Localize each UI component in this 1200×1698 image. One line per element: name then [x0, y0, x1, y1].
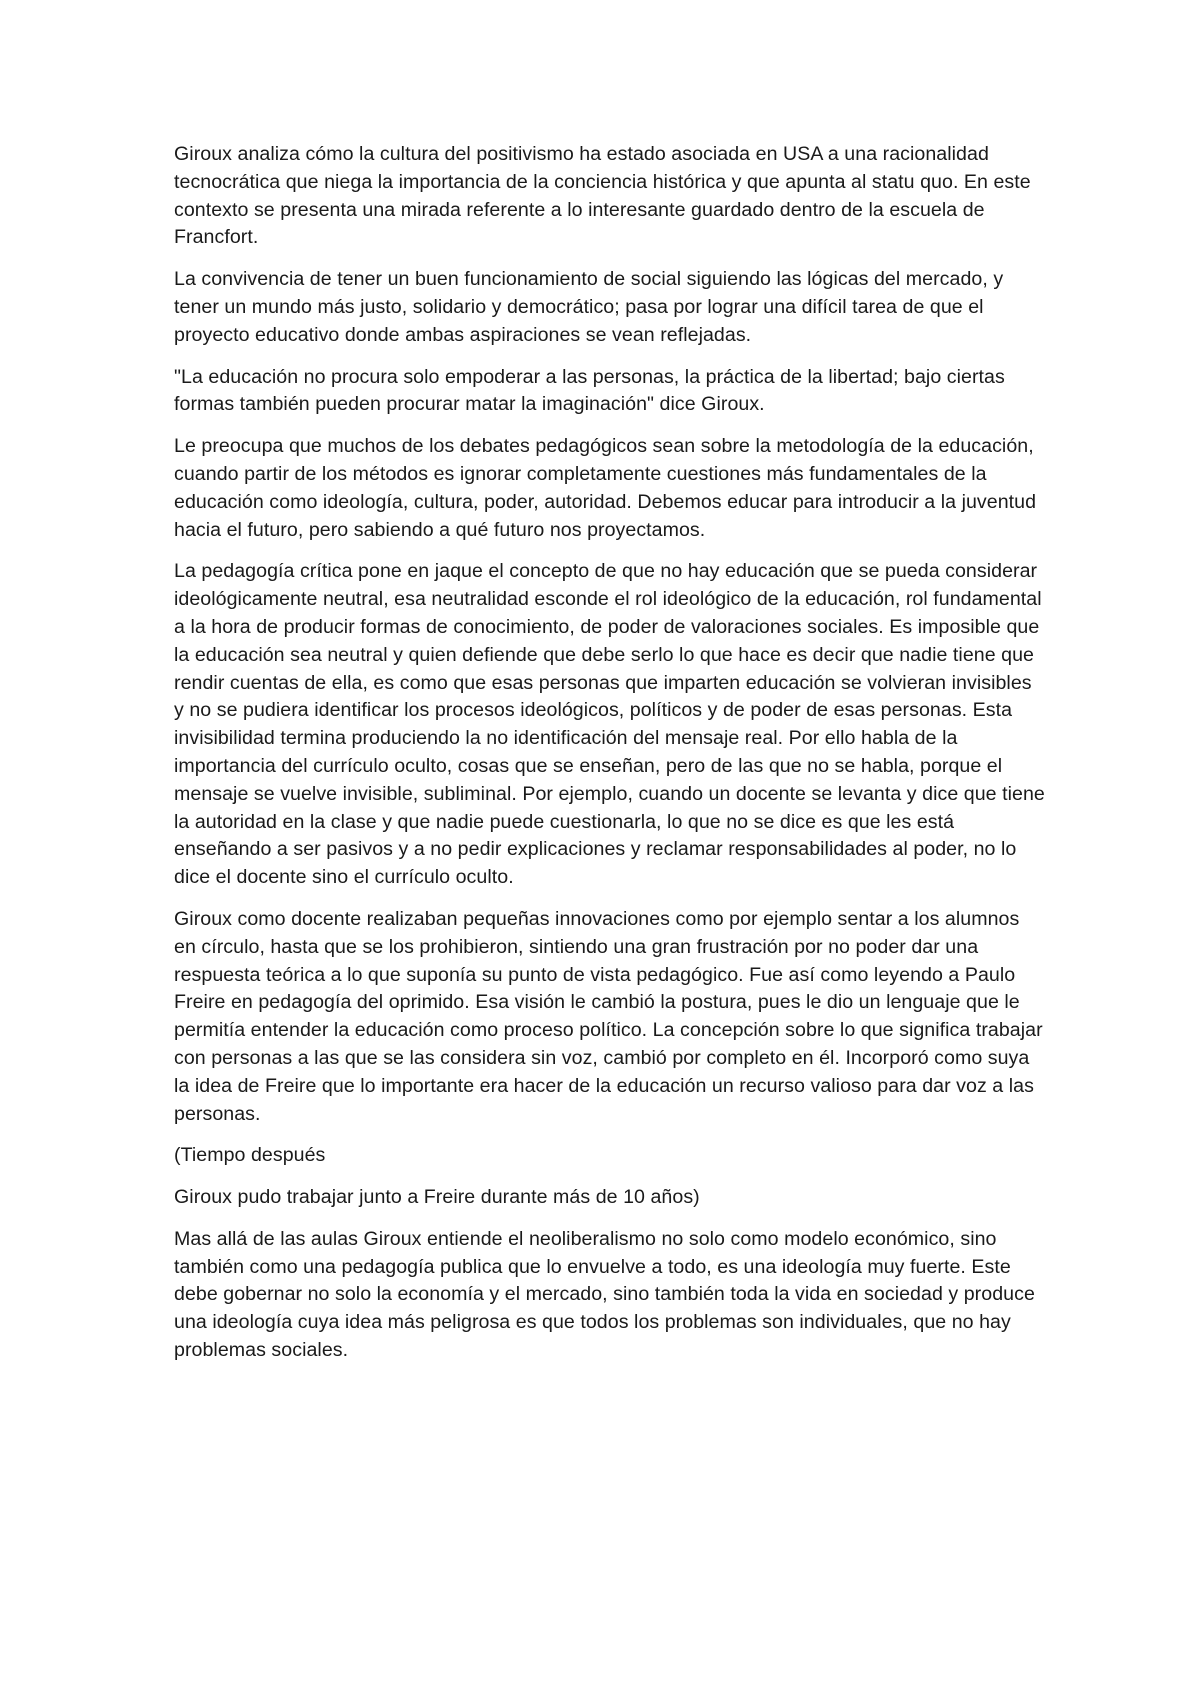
paragraph-giroux-teacher: Giroux como docente realizaban pequeñas innovaciones como por ejemplo sentar a los alumnos en círculo, hasta que se los prohibieron, sintiendo una gran frustración por no poder dar una respuesta teórica a lo que suponía su punto de vista pedagógico. Fue así como leyendo a Paulo Freire en pedagogía del oprimido. Esa visión le cambió la postura, pues le dio un lenguaje que le permitía entender la educación como proceso político. La concepción sobre lo que significa trabajar con personas a las que se las considera sin voz, cambió por completo en él. Incorporó como suya la idea de Freire que lo importante era hacer de la educación un recurso valioso para dar voz a las personas.: [174, 907, 1043, 1125]
paragraph-positivism: Giroux analiza cómo la cultura del positivismo ha estado asociada en USA a una racionalidad tecnocrática que niega la importancia de la conciencia histórica y que apunta al statu quo. En este contexto se presenta una mirada referente a lo interesante guardado dentro de la escuela de Francfort.: [174, 143, 1031, 249]
document-body: [174, 141, 1046, 1379]
paragraph-neoliberalism: Mas allá de las aulas Giroux entiende el neoliberalismo no solo como modelo económico, sino también como una pedagogía publica que lo envuelve a todo, es una ideología muy fuerte. Este debe gobernar no solo la economía y el mercado, sino también toda la vida en sociedad y produce una ideología cuya idea más peligrosa es que todos los problemas son individuales, que no hay problemas sociales.: [174, 1227, 1035, 1362]
paragraph-coexistence: La convivencia de tener un buen funcionamiento de social siguiendo las lógicas del mercado, y tener un mundo más justo, solidario y democrático; pasa por lograr una difícil tarea de que el proyecto educativo donde ambas aspiraciones se vean reflejadas.: [174, 268, 1004, 346]
paragraph-quote: "La educación no procura solo empoderar a las personas, la práctica de la libertad; bajo ciertas formas también pueden procurar matar la imaginación" dice Giroux.: [174, 365, 1005, 416]
paragraph-worked-with-freire: Giroux pudo trabajar junto a Freire durante más de 10 años): [174, 1186, 700, 1209]
paragraph-critical-pedagogy: La pedagogía crítica pone en jaque el concepto de que no hay educación que se pueda considerar ideológicamente neutral, esa neutralidad esconde el rol ideológico de la educación, rol fundamental a la hora de producir formas de conocimiento, de poder de valoraciones sociales. Es imposible que la educación sea neutral y quien defiende que debe serlo lo que hace es decir que nadie tiene que rendir cuentas de ella, es como que esas personas que imparten educación se volvieran invisibles y no se pudiera identificar los procesos ideológicos, políticos y de poder de esas personas. Esta invisibilidad termina produciendo la no identificación del mensaje real. Por ello habla de la importancia del currículo oculto, cosas que se enseñan, pero de las que no se habla, porque el mensaje se vuelve invisible, subliminal. Por ejemplo, cuando un docente se levanta y dice que tiene la autoridad en la clase y que nadie puede cuestionarla, lo que no se dice es que les está enseñando a ser pasivos y a no pedir explicaciones y reclamar responsabilidades al poder, no lo dice el docente sino el currículo oculto.: [174, 560, 1045, 889]
paragraph-pedagogical-debates: Le preocupa que muchos de los debates pedagógicos sean sobre la metodología de la educación, cuando partir de los métodos es ignorar completamente cuestiones más fundamentales de la educación como ideología, cultura, poder, autoridad. Debemos educar para introducir a la juventud hacia el futuro, pero sabiendo a qué futuro nos proyectamos.: [174, 435, 1037, 541]
paragraph-time-after: (Tiempo después: [174, 1144, 326, 1167]
